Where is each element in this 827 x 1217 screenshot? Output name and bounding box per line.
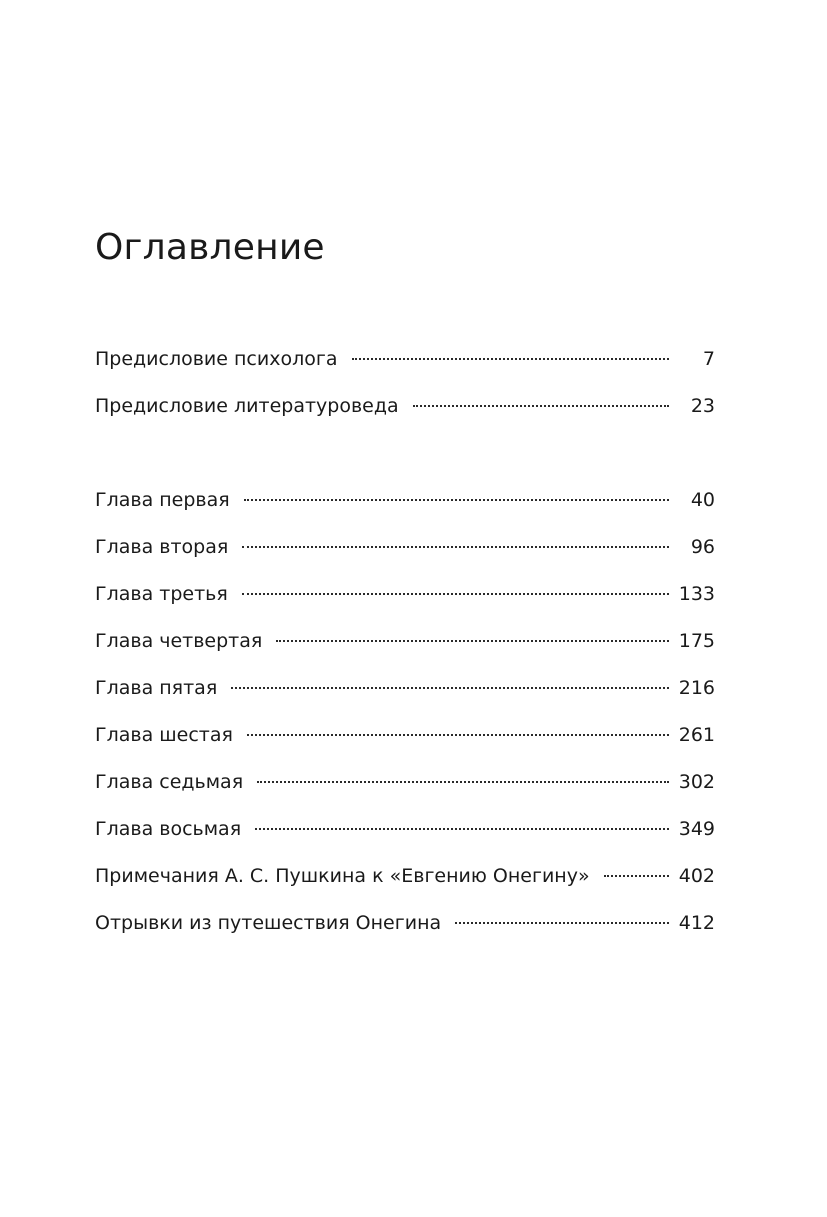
toc-entry-label: Глава восьмая [95,818,242,840]
toc-entry-chapter-1[interactable] [95,487,715,534]
dot-leader [455,922,669,924]
dot-leader [242,546,669,548]
toc-entry-page: 261 [678,724,715,746]
toc-entry-page: 96 [690,536,715,558]
front-matter-list [95,346,715,440]
toc-entry-page: 175 [678,630,715,652]
toc-entry-label: Глава третья [95,583,228,605]
toc-entry-page: 302 [678,771,715,793]
toc-entry-label: Глава шестая [95,724,233,746]
toc-entry-chapter-4[interactable] [95,628,715,675]
toc-entry-page: 216 [678,677,715,699]
toc-entry-page: 7 [702,348,715,370]
dot-leader [352,358,670,360]
toc-entry-label: Отрывки из путешествия Онегина [95,912,442,934]
toc-entry-page: 133 [678,583,715,605]
dot-leader [255,828,669,830]
dot-leader [242,593,669,595]
toc-entry-page: 23 [690,395,715,417]
toc-entry-psychologist-preface[interactable] [95,346,715,393]
toc-entry-label: Глава седьмая [95,771,244,793]
toc-entry-chapter-7[interactable] [95,769,715,816]
dot-leader [257,781,669,783]
chapters-list [95,487,715,957]
toc-entry-label: Глава первая [95,489,230,511]
toc-entry-chapter-3[interactable] [95,581,715,628]
toc-entry-label: Глава пятая [95,677,218,699]
toc-entry-chapter-2[interactable] [95,534,715,581]
page-title: Оглавление [95,227,325,268]
toc-entry-label: Глава четвертая [95,630,263,652]
toc-entry-page: 40 [690,489,715,511]
dot-leader [244,499,669,501]
dot-leader [276,640,668,642]
toc-entry-chapter-8[interactable] [95,816,715,863]
dot-leader [413,405,669,407]
dot-leader [604,875,669,877]
toc-entry-page: 412 [678,912,715,934]
toc-entry-label: Примечания А. С. Пушкина к «Евгению Онегину» [95,865,590,887]
toc-entry-page: 349 [678,818,715,840]
toc-entry-onegin-journey[interactable] [95,910,715,957]
toc-entry-pushkin-notes[interactable] [95,863,715,910]
toc-entry-label: Предисловие психолога [95,348,338,370]
toc-entry-label: Глава вторая [95,536,229,558]
dot-leader [247,734,669,736]
dot-leader [231,687,668,689]
toc-entry-chapter-5[interactable] [95,675,715,722]
toc-entry-label: Предисловие литературоведа [95,395,399,417]
toc-entry-page: 402 [678,865,715,887]
toc-entry-chapter-6[interactable] [95,722,715,769]
toc-entry-literary-preface[interactable] [95,393,715,440]
